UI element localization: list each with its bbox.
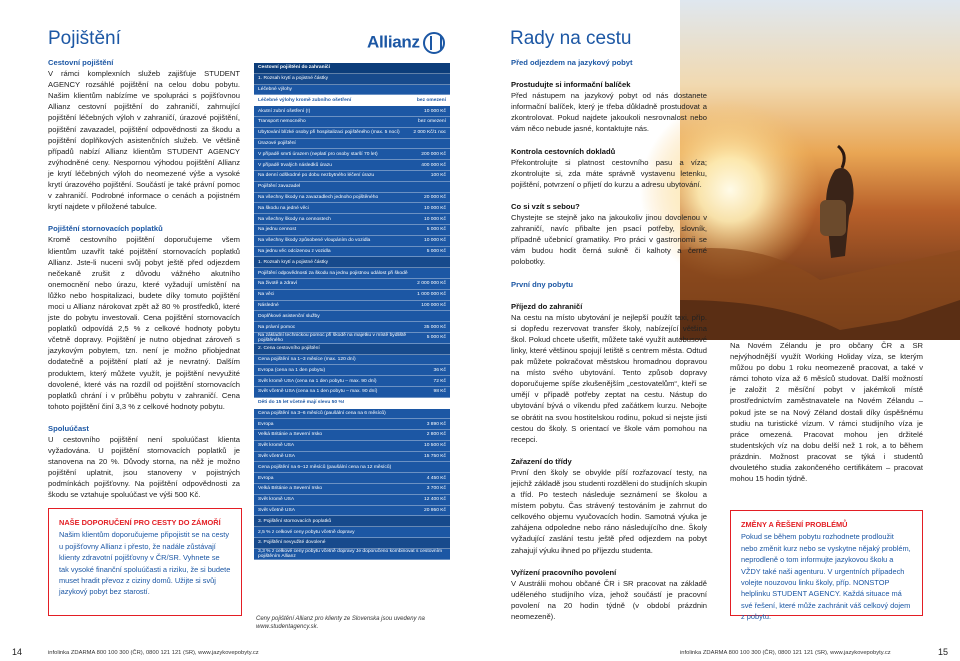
visa-text: Na Novém Zélandu je pro občany ČR a SR nejvýhodnější využít Working Holiday víza, se kterým můžou po dobu 1 roku neomezeně pracovat, a také v rámci tohoto víza až 6 měsíců studovat. Další možností je založit 2 měsíční pobyt v jakémkoli místě prostřednictvím zaměstnavatele na Novém Zélandu – pokud jste se na Nový Zéland dostali díky úspěšnému studiu na turistické vízum. V rámci studijního víza je práce omezená. Pracovat mohou jen držitelé studentských víz na dobu delší než 1 rok, a to během prázdnin. Možnost pracovat se týká i studentů dvouletého studia zakončeného certifikátem – pracovat mohou 15 hodin týdně. (730, 341, 923, 484)
row-label: 1. Rozsah krytí a pojistné částky (258, 259, 329, 265)
table-row (254, 333, 450, 344)
table-row (254, 549, 450, 560)
row-label: Pojištění odpovědnosti za škodu na jednu pojistnou událost při škodě (258, 270, 408, 276)
section-text: Chystejte se stejně jako na jakoukoliv jinou dovolenou v zahraničí, navíc přibalte jen psací potřeby, slovník, případně učebnicí gramatiky. Pro práci v gastronomii se vám budou hodit černá sukně či kalhoty a černé polobotky. (511, 213, 707, 267)
section-heading: Kontrola cestovních dokladů (511, 146, 616, 156)
row-label: Na škodu na jedné věci (258, 205, 309, 211)
visa-text-column (730, 340, 923, 484)
table-row (254, 473, 450, 484)
table-row (254, 214, 450, 225)
row-label: Svět včetně USA (258, 454, 295, 460)
table-row (254, 236, 450, 247)
section-heading: Spoluúčast (48, 423, 89, 433)
row-label: Svět včetně USA (258, 508, 295, 514)
row-value: 2 800 Kč (426, 432, 446, 438)
row-label: Na životě a zdraví (258, 281, 298, 287)
insurance-table (254, 63, 450, 560)
table-row (254, 495, 450, 506)
table-row (254, 247, 450, 258)
row-label: 3. Pojištění nevyužité dovolené (258, 540, 326, 546)
table-row (254, 441, 450, 452)
table-row (254, 279, 450, 290)
section-text: Před nástupem na jazykový pobyt od nás dostanete informační balíček, který je třeba důkladně prostudovat a zkontrolovat. Pokud najdete jakoukoli nesrovnalost nebo vám něco nebude jasné, kontaktujte nás. (511, 91, 707, 134)
table-row (254, 85, 450, 96)
table-row (254, 365, 450, 376)
row-value: 72 Kč (433, 378, 446, 384)
travel-tips-column (511, 57, 707, 622)
row-label: 2,5 % z celkové ceny pobytu včetně dopravy (258, 529, 355, 535)
table-row (254, 171, 450, 182)
table-row (254, 311, 450, 322)
row-label: Cestovní pojištění do zahraničí (258, 65, 331, 71)
table-row (254, 387, 450, 398)
section-heading: Pojištění stornovacích poplatků (48, 224, 163, 234)
table-row (254, 355, 450, 366)
section-heading: Co si vzít s sebou? (511, 201, 580, 211)
row-value: 1 000 000 Kč (417, 292, 446, 298)
table-row (254, 527, 450, 538)
table-row (254, 484, 450, 495)
section-heading: Vyřízení pracovního povolení (511, 567, 617, 577)
recommendation-text: Našim klientům doporučujeme připojistit se na cesty u pojišťovny Allianz i přesto, že nadále zůstávají klienty zdravotní pojišťovny v ČR/SR. Vyhnete se tak vysoké finanční spoluúčasti a riziku, že si budete muset hradit převoz z ciziny domů. Užijte si svůj jazykový pobyt bez starostí. (59, 530, 231, 597)
row-label: 3. Pojištění stornovacích poplatků (258, 518, 332, 524)
row-label: V případě smrti úrazem (neplatí pro osoby starší 70 let) (258, 151, 378, 157)
row-value: 15 750 Kč (423, 454, 446, 460)
table-row (254, 419, 450, 430)
recommendation-box (48, 508, 242, 616)
row-label: Velká Británie a Severní Irsko (258, 432, 323, 438)
table-row (254, 160, 450, 171)
row-label: Na denní odškodné po dobu nezbytného léčení úrazu (258, 173, 375, 179)
row-label: 2. Cena cestovního pojištění (258, 346, 320, 352)
table-row (254, 128, 450, 139)
row-label: Svět kromě USA (258, 443, 295, 449)
table-row (254, 193, 450, 204)
changes-text: Pokud se během pobytu rozhodnete prodloužit nebo změnit kurz nebo se vyskytne nějaký problém, neprodleně o tom informujte jazykovou školu a VŽDY také naši agenturu. V urgentních případech volejte nouzovou linku školy, příp. NONSTOP helplinku STUDENT AGENCY. Každá situace má své řešení, které může zachránit váš celkový dojem z pobytu. (741, 532, 911, 622)
changes-box (730, 510, 923, 622)
allianz-eagle-icon (423, 32, 445, 54)
row-label: Na všechny škody způsobené vloupáním do vozidla (258, 238, 371, 244)
page-footer: infolinka ZDARMA 800 100 300 (ČR), 0800 121 121 (SR), www.jazykovepobyty.cz (48, 650, 259, 656)
row-label: Svět včetně USA (cena na 1 den pobytu – max. 90 dní) (258, 389, 378, 395)
table-row (254, 117, 450, 128)
row-label: Evropa (cena na 1 den pobytu) (258, 367, 326, 373)
row-value: 100 000 Kč (421, 302, 446, 308)
table-row (254, 322, 450, 333)
section-heading: První dny pobytu (511, 279, 574, 289)
row-label: 3,3 % z celkové ceny pobytu včetně dopravy Je doporučeno kombinovat s cestovním pojištěním Allianz (258, 548, 443, 559)
row-label: Následné (258, 302, 279, 308)
table-row (254, 538, 450, 549)
row-value: 3 700 Kč (426, 486, 446, 492)
row-label: Na právní pomoc (258, 324, 296, 330)
table-row (254, 95, 450, 106)
table-row (254, 301, 450, 312)
table-row (254, 376, 450, 387)
row-label: Velká Británie a Severní Irsko (258, 486, 323, 492)
page-title: Pojištění (48, 28, 121, 49)
section-text: V Austrálii mohou občané ČR i SR pracovat na základě uděleného studijního víza, jehož součástí je pracovní povolení na 20 hodin týdně (v období prázdnin neomezeně). (511, 578, 707, 622)
section-heading: Před odjezdem na jazykový pobyt (511, 58, 633, 67)
table-row (254, 462, 450, 473)
row-value: 4 450 Kč (426, 475, 446, 481)
table-row (254, 409, 450, 420)
table-row (254, 290, 450, 301)
table-row (254, 203, 450, 214)
table-caption: Ceny pojištění Allianz pro klienty ze Slovenska jsou uvedeny na www.studentagency.sk. (256, 616, 425, 630)
page-footer-right: infolinka ZDARMA 800 100 300 (ČR), 0800 121 121 (SR), www.jazykovepobyty.cz (680, 650, 891, 656)
table-row (254, 506, 450, 517)
row-label: Pojištění zavazadel (258, 184, 301, 190)
table-row (254, 268, 450, 279)
recommendation-heading: NAŠE DOPORUČENÍ PRO CESTY DO ZÁMOŘÍ (59, 518, 221, 527)
insurance-text-column (48, 57, 240, 501)
row-label: Evropa (258, 475, 274, 481)
row-label: Svět kromě USA (258, 497, 295, 503)
table-row (254, 139, 450, 150)
row-value: 10 500 Kč (423, 443, 446, 449)
section-heading: Cestovní pojištění (48, 58, 114, 67)
row-value: 2 000 Kč/1 noc (413, 130, 446, 136)
table-row (254, 398, 450, 409)
row-label: Na jednu cennost (258, 227, 297, 233)
section-text: Překontrolujte si platnost cestovního pasu a víza; zkontrolujte si, zda máte správně vystavenu letenku, pojištění, potvrzení o přijetí do kurzu a adresu ubytování. (511, 157, 707, 189)
table-row (254, 257, 450, 268)
row-value: 10 000 Kč (423, 216, 446, 222)
row-value: bez omezení (416, 97, 446, 103)
row-label: Svět kromě USA (cena na 1 den pobytu – max. 90 dní) (258, 378, 377, 384)
page-number-right: 15 (938, 647, 949, 657)
row-value: 5 000 Kč (426, 227, 446, 233)
row-label: Cena pojištění na 3–6 měsíců (paušální cena na 6 měsíců) (258, 410, 386, 416)
row-value: bez omezení (417, 119, 446, 125)
row-value: 200 000 Kč (421, 151, 446, 157)
row-value: 20 950 Kč (423, 508, 446, 514)
section-heading: Zařazení do třídy (511, 456, 572, 466)
table-row (254, 106, 450, 117)
row-value: 12 400 Kč (423, 497, 446, 503)
row-label: V případě trvalých následků úrazu (258, 162, 332, 168)
changes-heading: ZMĚNY A ŘEŠENÍ PROBLÉMŮ (741, 520, 848, 529)
section-text: V rámci komplexních služeb zajišťuje STUDENT AGENCY rozsáhlé pojištění na celou dobu pobytu. Našim klientům nabízíme ve spolupráci s pojišťovnou Allianz cestovní pojištění do zahraničí, zahrnující pojištění léčebných výloh v zahraničí, úrazové pojištění, pojištění zavazadel, pojištění odpovědnosti za škodu a pojištění doplňkových asistenčních služeb. Ve většině případů nabízí Allianz klientům STUDENT AGENCY zvýhodněné ceny. Nespornou výhodou pojištění Allianz je krytí léčebných výloh do neomezené výše a vysoké krytí úrazového pojištění. Součástí je také právní pomoc v zahraničí. Podrobné informace o cenách a pojistném krytí najdete v přiložené tabulce. (48, 69, 240, 212)
row-label: Cena pojištění na 1–3 měsíce (max. 120 dní) (258, 356, 356, 362)
section-heading: Prostudujte si informační balíček (511, 80, 631, 90)
row-label: Cena pojištění na 6–12 měsíců (paušální cena na 12 měsíců) (258, 464, 392, 470)
row-value: 36 Kč (433, 367, 446, 373)
row-value: 10 000 Kč (423, 108, 446, 114)
page-number: 14 (12, 647, 23, 657)
row-value: 100 Kč (430, 173, 446, 179)
row-label: 1. Rozsah krytí a pojistné částky (258, 76, 329, 82)
table-row (254, 182, 450, 193)
row-value: 35 000 Kč (423, 324, 446, 330)
section-text: U cestovního pojištění není spoluúčast klienta vyžadována. U pojištění stornovacích poplatků je stanovena na 20 %. Důvody storna, na něž je možno pojištění uplatnit, jsou stanoveny v pojistných podmínkách pojišťovny. Na pojištění odpovědnosti za škodu se vztahuje spoluúčast ve výši 500 Kč. (48, 435, 240, 500)
row-label: Na všechny škody na cennostech (258, 216, 331, 222)
right-page-title: Rady na cestu (510, 28, 632, 49)
section-text: První den školy se obvykle píší rozřazovací testy, na jejichž základě jsou studenti rozděleni do studijních skupin a tříd. Po testech následuje seznámení se školou a místem pobytu. Čas strávený testováním je zahrnut do celkového objemu vyučovacích hodin. Samotná výuka je zahájena odpoledne nebo ráno následujícího dne. Školy vyžadující zaslání testu ještě před odjezdem na pobyt zahajují výuku ihned po příjezdu studenta. (511, 467, 707, 555)
row-value: 98 Kč (433, 389, 446, 395)
table-row (254, 516, 450, 527)
row-label: Evropa (258, 421, 274, 427)
table-row (254, 452, 450, 463)
row-label: Na jednu věc odcizenou z vozidla (258, 248, 331, 254)
table-row (254, 430, 450, 441)
section-text: Kromě cestovního pojištění doporučujeme všem klientům uzavřít také pojištění stornovacích poplatků Allianz. Jste-li nuceni svůj pobyt ještě před odjezdem nečekaně zrušit z důvodu vážného akutního onemocnění nebo úrazu, které vyžadují umístění na lůžko nebo hospitalizaci, budete díky tomuto pojištění moci u Allianz nárokovat zpět až 80 % prostředků, které jste do pobytu investovali. Cena pojištění stornovacích poplatků odpovídá 2,5 % z celkové hodnoty pobytu včetně dopravy. Pojištění je nutno objednat zároveň s jazykovým pobytem, tzn. není je možno přiobjednat dodatečně a pojištění platí až je nevratný. Dalším produktem, který můžete využít, je pojištění nevyužité dovolené, které vás na rozdíl od pojištění stornovacích poplatků chrání i v průběhu pobytu v zahraničí. Cena tohoto pojištění činí 3,3 % z celkové hodnoty pobytu. (48, 235, 240, 411)
row-label: Na všechny škody na zavazadlech jednoho pojištěného (258, 194, 379, 200)
table-row (254, 63, 450, 74)
row-label: Ubytování blízké osoby při hospitalizaci pojištěného (max. 5 nocí) (258, 130, 400, 136)
row-value: 10 000 Kč (423, 205, 446, 211)
row-label: Doplňkové asistenční služby (258, 313, 320, 319)
allianz-logo-text: Allianz (367, 32, 420, 52)
row-label: Transport nemocného (258, 119, 306, 125)
table-row (254, 149, 450, 160)
row-value: 2 000 000 Kč (417, 281, 446, 287)
row-value: 3 890 Kč (426, 421, 446, 427)
row-value: 400 000 Kč (421, 162, 446, 168)
row-value: 20 000 Kč (423, 194, 446, 200)
row-label: Děti do 15 let včetně mají slevu 50 %! (258, 400, 345, 406)
table-row (254, 344, 450, 355)
allianz-logo (367, 32, 445, 54)
row-value: 5 000 Kč (426, 248, 446, 254)
row-label: Na věci (258, 292, 275, 298)
section-text: Na cestu na místo ubytování je nejlepší použít taxi, příp. si dopředu rezervovat transfer školy, nabízející většina škol. Pokud chcete ušetřit, můžete také využít autobusové linky, které většinou spojují letiště s centrem města. Odtud pak můžete pokračovat městskou hromadnou dopravou na místo svého ubytování. Tento způsob dopravy doporučujeme spíše zkušenějším „cestovatelům“, kteří se umějí v případě potřeby zeptat na cestu. Nástup do ubytování bývá o víkendu před začátkem kurzu. Nebojte se obrátit na svou hostitelskou rodinu, pokud si nejste jisti cestou do školy. S orientací ve škole vám pomohou na recepci. (511, 312, 707, 444)
section-heading: Příjezd do zahraničí (511, 301, 583, 311)
table-row (254, 74, 450, 85)
row-label: Akutní zubní ošetření (!) (258, 108, 311, 114)
row-label: Na základní technickou pomoc při škodě na majetku v místě bydliště pojištěného (258, 332, 407, 343)
row-label: Léčebné výlohy kromě zubního ošetření (258, 97, 352, 103)
row-label: Úrazové pojištění (258, 140, 296, 146)
row-value: 10 000 Kč (423, 238, 446, 244)
row-label: Léčebné výlohy (258, 86, 292, 92)
row-value: 5 000 Kč (426, 335, 446, 341)
table-row (254, 225, 450, 236)
